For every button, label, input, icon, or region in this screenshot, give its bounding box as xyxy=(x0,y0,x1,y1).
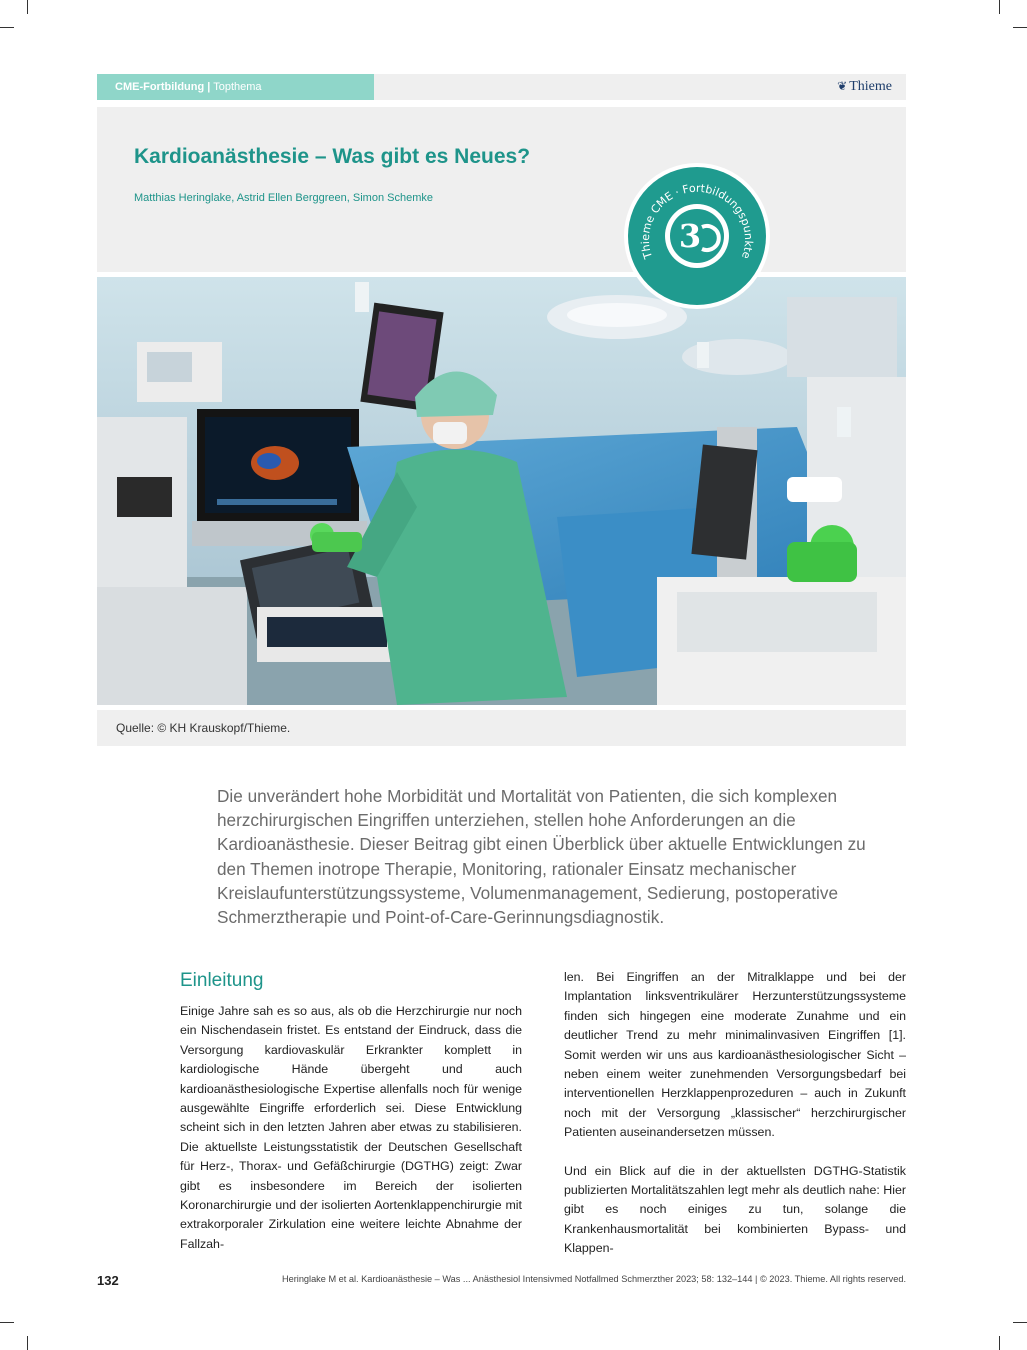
body-paragraph: Und ein Blick auf die in der aktuellsten DGTHG-Statistik publizierten Mortalitätszahlen legt mehr als deutlich nahe: Hier gibt es noch einiges zu tun, solange die Krankenhausmortalität bei kombinierten Bypass- und Klappen- xyxy=(564,1163,906,1256)
article-title: Kardioanästhesie – Was gibt es Neues? xyxy=(134,145,531,168)
crop-mark xyxy=(27,1336,28,1350)
separator: | xyxy=(207,81,211,93)
badge-arc-text: Thieme CME · Fortbildungspunkte xyxy=(638,181,756,261)
thieme-seal-icon: ❦ xyxy=(837,79,848,93)
crop-mark xyxy=(0,1322,14,1323)
crop-mark xyxy=(1013,1322,1027,1323)
body-paragraph: Einige Jahre sah es so aus, als ob die Herzchirurgie nur noch ein Nischendasein fristet. Es entstand der Eindruck, dass die Versorgung kardiovaskulär Erkrankter komplett in kardiologische Hände übergeht und auch kardioanästhesiologische Expertise allenfalls noch für wenige ausgewählte Eingriffe erforderlich sei. Diese Entwicklung scheint sich in den letzten Jahren aber etwas zu stabilisieren. Die aktuellste Leistungsstatistik der Deutschen Gesellschaft für Herz-, Thorax- und Gefäßchirurgie (DGTHG) zeigt: Zwar gibt es insbesondere im Bereich der isolierten Koronarchirurgie und der isolierten Aortenklappenchirurgie mit extrakorporaler Zirkulation eine weitere leichte Abnahme der Fallzah- xyxy=(180,1004,522,1251)
footer-citation: Heringlake M et al. Kardioanästhesie – Was ... Anästhesiol Intensivmed Notfallmed Schmerzther 2023; 58: 132–144 | © 2023. Thieme. All rights reserved. xyxy=(281,1274,906,1284)
figure-caption: Quelle: © KH Krauskopf/Thieme. xyxy=(97,710,906,746)
section-heading: Einleitung xyxy=(180,970,264,991)
badge-points: 3 xyxy=(678,217,702,255)
crop-mark xyxy=(999,1336,1000,1350)
section-bar xyxy=(97,74,374,100)
body-column-left xyxy=(180,968,522,1273)
crop-mark xyxy=(999,0,1000,14)
publisher-bar xyxy=(374,74,906,100)
operating-room-photo xyxy=(97,277,906,705)
cme-points-seal xyxy=(628,167,766,305)
section-label: Topthema xyxy=(213,81,262,93)
article-authors: Matthias Heringlake, Astrid Ellen Berggreen, Simon Schemke xyxy=(134,192,433,204)
series-label: CME-Fortbildung xyxy=(115,81,205,93)
article-header xyxy=(97,107,906,272)
crop-mark xyxy=(1013,27,1027,28)
thieme-logo xyxy=(837,79,892,95)
operating-room-illustration xyxy=(97,277,906,705)
cme-badge xyxy=(628,167,766,305)
body-paragraph: len. Bei Eingriffen an der Mitralklappe und bei der Implantation linksventrikulärer Herzunterstützungssysteme finden sich hingegen eine moderate Zunahme und ein deutlicher Trend zu mehr minimalinvasiven Eingriffen [1]. Somit werden wir uns aus kardioanästhesiologischer Sicht – neben einem weiter zunehmenden Versorgungsbedarf bei interventionellen Herzklappenprozeduren – auch in Zukunft noch mit der Versorgung „klassischer“ herzchirurgischer Patienten auseinandersetzen müssen. xyxy=(564,970,906,1140)
crop-mark xyxy=(0,27,14,28)
article-abstract: Die unverändert hohe Morbidität und Mortalität von Patienten, die sich komplexen herzchirurgischen Eingriffen unterziehen, stellen hohe Anforderungen an die Kardioanästhesie. Dieser Beitrag gibt einen Überblick über aktuelle Entwicklungen zu den Themen inotrope Therapie, Monitoring, rationaler Einsatz mechanischer Kreislaufunterstützungssysteme, Volumenmanagement, Sedierung, postoperative Schmerztherapie und Point-of-Care-Gerinnungsdiagnostik. xyxy=(217,786,866,928)
publisher-logo-text: Thieme xyxy=(849,79,892,94)
page-number: 132 xyxy=(97,1273,119,1288)
body-column-right xyxy=(564,968,906,1278)
crop-mark xyxy=(27,0,28,14)
